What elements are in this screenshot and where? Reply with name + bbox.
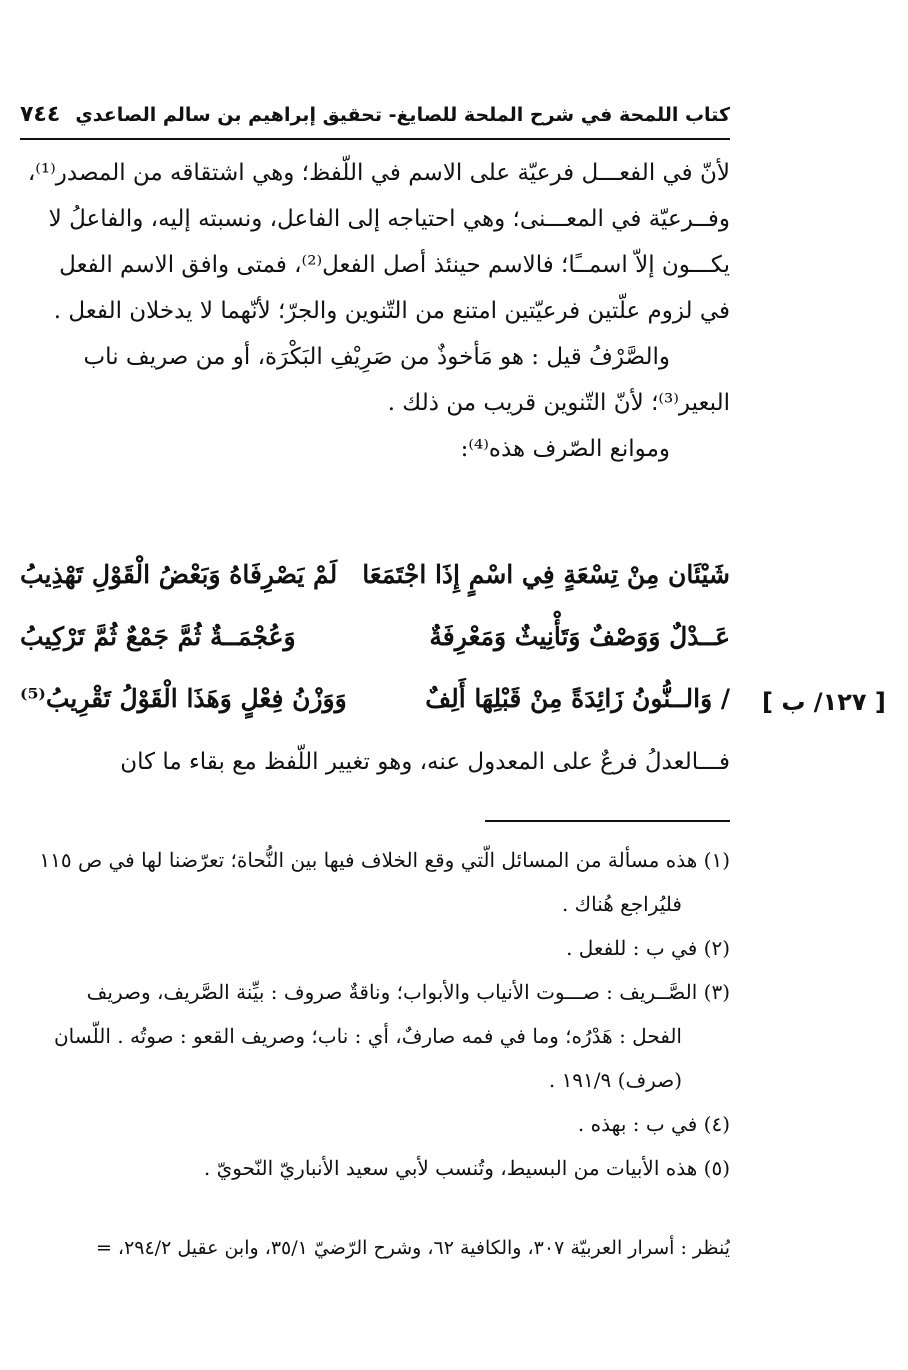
footnote-3-continuation: الفحل : هَدْرُه؛ وما في فمه صارفٌ، أي : ناب؛ وصريف القعو : صوتُه . اللّسان (53, 1024, 682, 1048)
text-line: لأنّ في الفعـــل فرعيّة على الاسم في اللّفظ؛ وهي اشتقاقه من المصدر⁽¹⁾، (27, 160, 730, 186)
verse-line (20, 670, 730, 728)
text-line: في لزوم علّتين فرعيّتين امتنع من التّنوين والجرّ؛ لأنّهما لا يدخلان الفعل . (53, 298, 730, 324)
verse-line (20, 546, 730, 604)
manuscript-folio-marker: [ ١٢٧/ ب ] (762, 688, 886, 716)
header-title: كتاب اللمحة في شرح الملحة للصايغ- تحقيق إبراهيم بن سالم الصاعدي (75, 104, 730, 126)
verse-hemistich-second: وَعُجْمَــةٌ ثُمَّ جَمْعٌ ثُمَّ تَرْكِيبُ (20, 622, 296, 651)
footnote-1: (١) هذه مسألة من المسائل الّتي وقع الخلاف فيها بين النُّحاة؛ تعرّضنا لها في ص ١١٥ (39, 848, 730, 872)
text-line: وفــرعيّة في المعـــنى؛ وهي احتياجه إلى الفاعل، ونسبته إليه، والفاعلُ لا (48, 206, 730, 232)
text-line: وموانع الصّرف هذه⁽⁴⁾: (460, 436, 670, 462)
running-header (20, 100, 730, 138)
header-divider (20, 138, 730, 140)
text-line: فـــالعدلُ فرعٌ على المعدول عنه، وهو تغيير اللّفظ مع بقاء ما كان (120, 749, 730, 775)
footnote-5-sources: يُنظر : أسرار العربيّة ٣٠٧، والكافية ٦٢، وشرح الرّضيّ ٣٥/١، وابن عقيل ٢٩٤/٢، = (95, 1237, 730, 1259)
main-text (20, 150, 730, 472)
footnotes (20, 838, 730, 1190)
text-line: والصَّرْفُ قيل : هو مَأخوذٌ من صَرِيْفِ البَكْرَة، أو من صريف ناب (83, 344, 670, 370)
footnote-3: (٣) الصَّــريف : صـــوت الأنياب والأبواب؛ وناقةٌ صروف : بيِّنة الصَّريف، وصريف (86, 980, 730, 1004)
verse-hemistich-first: / وَالــنُّونُ زَائِدَةً مِنْ قَبْلِهَا أَلِفٌ (425, 684, 730, 713)
footnote-4: (٤) في ب : بهذه . (577, 1112, 730, 1136)
verse-hemistich-second: وَوَزْنُ فِعْلٍ وَهَذَا الْقَوْلُ تَقْرِيبُ⁽⁵⁾ (20, 684, 347, 713)
verse-hemistich-second: لَمْ يَصْرِفَاهُ وَبَعْضُ الْقَوْلِ تَهْذِيبُ (20, 560, 338, 589)
footnote-5: (٥) هذه الأبيات من البسيط، وتُنسب لأبي سعيد الأنباريّ النّحويّ . (203, 1156, 730, 1180)
footnote-2: (٢) في ب : للفعل . (566, 936, 730, 960)
verse-line (20, 608, 730, 666)
footnote-1-continuation: فليُراجع هُناك . (561, 892, 682, 916)
footnote-divider (485, 820, 730, 822)
page-number: ٧٤٤ (20, 102, 61, 127)
text-line: يكـــون إلاّ اسمــًا؛ فالاسم حينئذ أصل الفعل⁽²⁾، فمتى وافق الاسم الفعل (59, 252, 730, 278)
text-line: البعير⁽³⁾؛ لأنّ التّنوين قريب من ذلك . (387, 390, 730, 416)
footnote-3-continuation: (صرف) ١٩١/٩ . (548, 1068, 682, 1092)
verse-hemistich-first: عَــدْلٌ وَوَصْفٌ وَتَأْنِيثٌ وَمَعْرِفَةٌ (429, 622, 730, 651)
verse-hemistich-first: شَيْئَان مِنْ تِسْعَةٍ فِي اسْمٍ إِذَا اجْتَمَعَا (362, 560, 730, 589)
